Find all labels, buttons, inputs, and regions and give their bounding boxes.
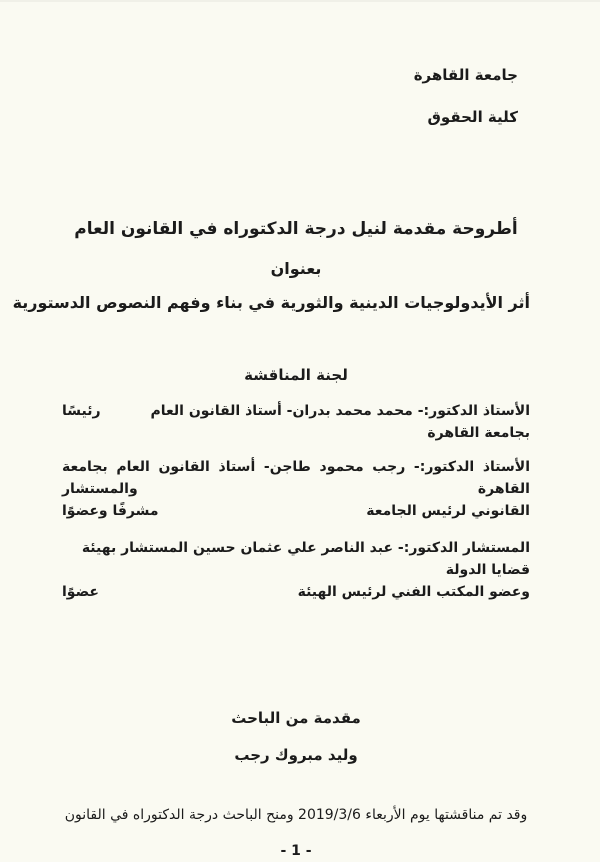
- title-block: [12, 216, 530, 316]
- member-3-role: عضوًا: [62, 584, 99, 600]
- committee-member-1: [62, 400, 530, 444]
- member-2-description-line1: الأستاذ الدكتور:- رجب محمود طاجن- أستاذ القانون العام بجامعة القاهرة والمستشار: [62, 459, 530, 497]
- committee-member-2: [62, 456, 530, 522]
- researcher-name: وليد مبروك رجب: [234, 746, 358, 764]
- defense-date-note: وقد تم مناقشتها يوم الأربعاء 2019/3/6 ومنح الباحث درجة الدكتوراه في القانون: [64, 807, 528, 823]
- committee-member-3: [62, 537, 530, 603]
- thesis-degree-statement: أطروحة مقدمة لنيل درجة الدكتوراه في القانون العام: [74, 219, 518, 239]
- faculty-name: كلية الحقوق: [427, 108, 518, 126]
- page-number: - 1 -: [280, 843, 312, 859]
- titled-label: بعنوان: [270, 259, 322, 278]
- member-1-role: رئيسًا: [62, 403, 101, 419]
- member-3-description-line1: المستشار الدكتور:- عبد الناصر علي عثمان حسين المستشار بهيئة قضايا الدولة: [81, 540, 530, 578]
- university-name: جامعة القاهرة: [413, 66, 518, 84]
- submission-block: [62, 707, 530, 766]
- member-3-description-line2: وعضو المكتب الفني لرئيس الهيئة: [297, 584, 530, 600]
- scan-edge-artifact: [0, 0, 600, 2]
- member-2-description-line2: القانوني لرئيس الجامعة: [366, 503, 530, 519]
- thesis-title: أثر الأيدولوجيات الدينية والثورية في بناء وفهم النصوص الدستورية: [12, 293, 530, 312]
- member-1-description: الأستاذ الدكتور:- محمد محمد بدران- أستاذ القانون العام بجامعة القاهرة: [150, 403, 530, 441]
- submitted-by-label: مقدمة من الباحث: [231, 709, 361, 727]
- member-2-role: مشرفًا وعضوًا: [62, 503, 159, 519]
- committee-heading: لجنة المناقشة: [244, 366, 348, 384]
- institution-header: [62, 64, 530, 128]
